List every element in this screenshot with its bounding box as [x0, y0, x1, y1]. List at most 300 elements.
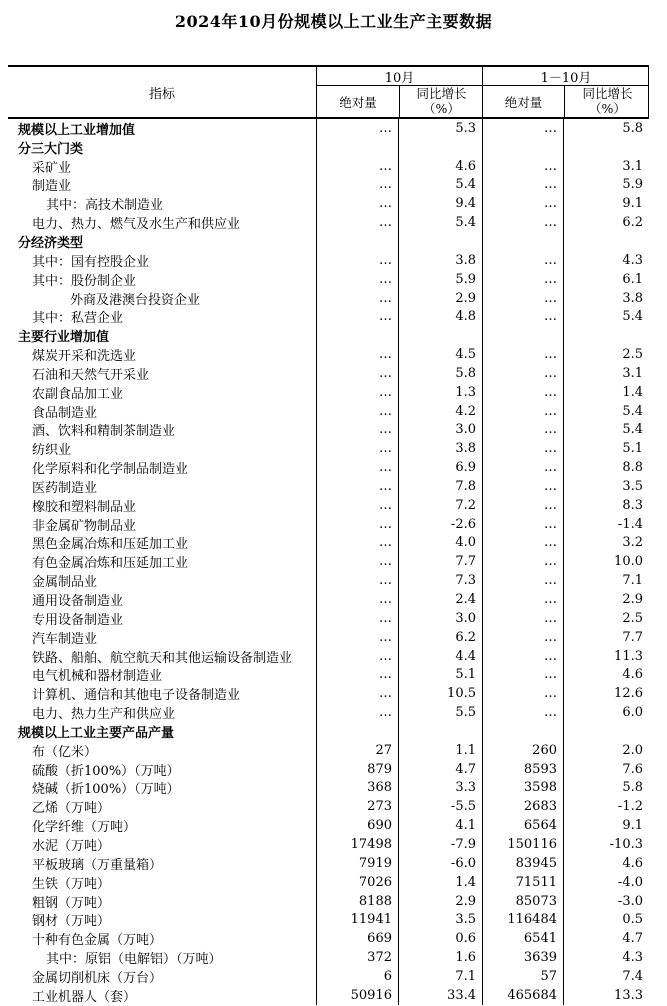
jan-oct-absolute-cell: … — [482, 383, 563, 402]
october-absolute-cell: … — [316, 270, 398, 289]
table-row — [8, 910, 649, 929]
indicator-cell: 电力、热力、燃气及水生产和供应业 — [32, 217, 241, 233]
indicator-cell: 专用设备制造业 — [32, 612, 124, 628]
october-absolute-cell: … — [316, 157, 398, 176]
industrial-data-table — [8, 65, 649, 1005]
jan-oct-yoy-cell — [563, 722, 649, 741]
jan-oct-absolute-cell: 8593 — [482, 760, 563, 779]
october-yoy-cell: 3.8 — [398, 251, 482, 270]
jan-oct-yoy-cell — [563, 326, 649, 345]
table-row — [8, 176, 649, 195]
october-absolute-cell: … — [316, 364, 398, 383]
jan-oct-absolute-cell: 3598 — [482, 779, 563, 798]
jan-oct-absolute-cell: 260 — [482, 741, 563, 760]
jan-oct-absolute-cell: … — [482, 496, 563, 515]
table-row — [8, 421, 649, 440]
header-jan-oct-yoy-line1: 同比增长 — [582, 86, 633, 102]
october-absolute-cell: … — [316, 647, 398, 666]
october-absolute-cell: … — [316, 176, 398, 195]
table-row — [8, 496, 649, 515]
jan-oct-yoy-cell: 5.8 — [563, 779, 649, 798]
table-row — [8, 289, 649, 308]
indicator-cell: 非金属矿物制品业 — [32, 518, 137, 534]
jan-oct-absolute-cell: … — [482, 213, 563, 232]
october-absolute-cell: … — [316, 496, 398, 515]
jan-oct-absolute-cell: … — [482, 628, 563, 647]
table-row — [8, 986, 649, 1005]
october-absolute-cell: 7919 — [316, 854, 398, 873]
indicator-cell: 电气机械和器材制造业 — [32, 669, 163, 685]
jan-oct-absolute-cell: … — [482, 703, 563, 722]
october-absolute-cell: 879 — [316, 760, 398, 779]
october-yoy-cell: 4.1 — [398, 816, 482, 835]
table-row — [8, 929, 649, 948]
indicator-cell: 其中：高技术制造业 — [46, 198, 164, 214]
october-yoy-cell — [398, 232, 482, 251]
jan-oct-absolute-cell: … — [482, 534, 563, 553]
indicator-cell: 采矿业 — [32, 160, 72, 176]
october-absolute-cell: … — [316, 213, 398, 232]
october-yoy-cell: 2.9 — [398, 289, 482, 308]
jan-oct-absolute-cell: 6541 — [482, 929, 563, 948]
header-october-subrow — [317, 86, 482, 117]
jan-oct-absolute-cell: … — [482, 251, 563, 270]
jan-oct-yoy-cell: -4.0 — [563, 873, 649, 892]
october-absolute-cell: … — [316, 515, 398, 534]
table-row — [8, 703, 649, 722]
jan-oct-yoy-cell: 9.1 — [563, 194, 649, 213]
october-absolute-cell: … — [316, 251, 398, 270]
indicator-cell: 通用设备制造业 — [32, 594, 124, 609]
october-absolute-cell: … — [316, 703, 398, 722]
jan-oct-absolute-cell: 465684 — [482, 986, 563, 1005]
header-october-yoy-line2: （%） — [423, 100, 460, 116]
jan-oct-absolute-cell: … — [482, 477, 563, 496]
table-row — [8, 816, 649, 835]
october-yoy-cell: 7.8 — [398, 477, 482, 496]
jan-oct-absolute-cell — [482, 722, 563, 741]
indicator-cell: 石油和天然气开采业 — [32, 367, 150, 383]
jan-oct-absolute-cell: … — [482, 515, 563, 534]
october-yoy-cell: 7.7 — [398, 552, 482, 571]
jan-oct-absolute-cell: 2683 — [482, 797, 563, 816]
jan-oct-absolute-cell: … — [482, 194, 563, 213]
jan-oct-yoy-cell: 7.1 — [563, 571, 649, 590]
october-absolute-cell: 372 — [316, 948, 398, 967]
indicator-cell: 外商及港澳台投资企业 — [70, 292, 201, 308]
october-absolute-cell: … — [316, 590, 398, 609]
indicator-cell: 金属切削机床（万台） — [32, 970, 163, 986]
october-absolute-cell: … — [316, 628, 398, 647]
october-yoy-cell: 1.1 — [398, 741, 482, 760]
october-absolute-cell: … — [316, 458, 398, 477]
jan-oct-yoy-cell: 2.9 — [563, 590, 649, 609]
october-yoy-cell: 5.5 — [398, 703, 482, 722]
table-row — [8, 307, 649, 326]
table-row — [8, 967, 649, 986]
indicator-cell: 酒、饮料和精制茶制造业 — [32, 424, 176, 440]
october-absolute-cell: 690 — [316, 816, 398, 835]
indicator-cell: 制造业 — [32, 179, 72, 195]
table-row — [8, 439, 649, 458]
table-row — [8, 138, 649, 157]
october-absolute-cell: … — [316, 289, 398, 308]
october-yoy-cell: -5.5 — [398, 797, 482, 816]
jan-oct-yoy-cell: 4.6 — [563, 665, 649, 684]
jan-oct-yoy-cell: 11.3 — [563, 647, 649, 666]
october-absolute-cell: … — [316, 552, 398, 571]
indicator-cell: 水泥（万吨） — [32, 838, 111, 854]
table-row — [8, 722, 649, 741]
table-row — [8, 779, 649, 798]
jan-oct-yoy-cell: 5.4 — [563, 307, 649, 326]
indicator-cell: 乙烯（万吨） — [32, 801, 111, 817]
october-absolute-cell — [316, 722, 398, 741]
jan-oct-yoy-cell: 4.3 — [563, 251, 649, 270]
indicator-cell: 平板玻璃（万重量箱） — [32, 857, 163, 873]
october-absolute-cell: 50916 — [316, 986, 398, 1005]
jan-oct-absolute-cell: 150116 — [482, 835, 563, 854]
indicator-cell: 硫酸（折100%）（万吨） — [32, 763, 180, 779]
jan-oct-yoy-cell: -1.2 — [563, 797, 649, 816]
october-yoy-cell: 5.9 — [398, 270, 482, 289]
jan-oct-yoy-cell: -1.4 — [563, 515, 649, 534]
jan-oct-absolute-cell: … — [482, 458, 563, 477]
indicator-cell: 工业机器人（套） — [32, 989, 137, 1005]
jan-oct-absolute-cell — [482, 326, 563, 345]
table-row — [8, 684, 649, 703]
indicator-cell: 医药制造业 — [32, 480, 98, 496]
october-yoy-cell: 7.3 — [398, 571, 482, 590]
table-row — [8, 835, 649, 854]
indicator-cell: 煤炭开采和洗选业 — [32, 349, 137, 364]
jan-oct-absolute-cell: 57 — [482, 967, 563, 986]
indicator-cell: 黑色金属冶炼和压延加工业 — [32, 537, 189, 553]
october-yoy-cell: 7.1 — [398, 967, 482, 986]
header-jan-oct-absolute: 绝对量 — [504, 94, 543, 110]
jan-oct-yoy-cell: 9.1 — [563, 816, 649, 835]
october-yoy-cell: 1.3 — [398, 383, 482, 402]
october-yoy-cell: 5.4 — [398, 176, 482, 195]
indicator-cell: 铁路、船舶、航空航天和其他运输设备制造业 — [32, 650, 293, 666]
jan-oct-absolute-cell — [482, 232, 563, 251]
october-yoy-cell — [398, 326, 482, 345]
october-absolute-cell: 27 — [316, 741, 398, 760]
jan-oct-absolute-cell — [482, 138, 563, 157]
jan-oct-yoy-cell: 6.2 — [563, 213, 649, 232]
october-yoy-cell: 3.0 — [398, 421, 482, 440]
october-yoy-cell: 5.4 — [398, 213, 482, 232]
october-yoy-cell: 4.6 — [398, 157, 482, 176]
october-yoy-cell: 7.2 — [398, 496, 482, 515]
table-row — [8, 232, 649, 251]
jan-oct-absolute-cell: … — [482, 176, 563, 195]
indicator-cell: 规模以上工业主要产品产量 — [18, 725, 175, 741]
october-yoy-cell: 6.9 — [398, 458, 482, 477]
october-yoy-cell: 3.0 — [398, 609, 482, 628]
october-yoy-cell: 33.4 — [398, 986, 482, 1005]
jan-oct-absolute-cell: … — [482, 552, 563, 571]
jan-oct-yoy-cell: 13.3 — [563, 986, 649, 1005]
header-jan-oct-label: 1－10月 — [483, 67, 649, 86]
table-body — [8, 119, 649, 1005]
table-row — [8, 157, 649, 176]
october-absolute-cell: … — [316, 194, 398, 213]
jan-oct-absolute-cell: … — [482, 439, 563, 458]
indicator-cell: 电力、热力生产和供应业 — [32, 707, 176, 722]
october-absolute-cell: 368 — [316, 779, 398, 798]
jan-oct-absolute-cell: … — [482, 609, 563, 628]
october-yoy-cell: 3.5 — [398, 910, 482, 929]
indicator-cell: 农副食品加工业 — [32, 386, 124, 402]
table-row — [8, 665, 649, 684]
jan-oct-yoy-cell: -10.3 — [563, 835, 649, 854]
jan-oct-yoy-cell: 6.0 — [563, 703, 649, 722]
jan-oct-absolute-cell: … — [482, 307, 563, 326]
table-row — [8, 119, 649, 138]
indicator-cell: 汽车制造业 — [32, 631, 98, 647]
october-absolute-cell — [316, 232, 398, 251]
october-yoy-cell: 4.8 — [398, 307, 482, 326]
header-indicator: 指标 — [148, 86, 175, 102]
jan-oct-absolute-cell: … — [482, 364, 563, 383]
table-row — [8, 194, 649, 213]
jan-oct-absolute-cell: 71511 — [482, 873, 563, 892]
table-header — [8, 65, 649, 119]
jan-oct-yoy-cell: 3.8 — [563, 289, 649, 308]
header-october-label: 10月 — [317, 67, 482, 86]
jan-oct-yoy-cell: 3.1 — [563, 157, 649, 176]
october-yoy-cell: -7.9 — [398, 835, 482, 854]
header-jan-oct-yoy — [564, 86, 650, 117]
jan-oct-yoy-cell: 4.7 — [563, 929, 649, 948]
jan-oct-yoy-cell: 7.4 — [563, 967, 649, 986]
indicator-cell: 纺织业 — [32, 443, 72, 459]
table-row — [8, 628, 649, 647]
october-absolute-cell: … — [316, 665, 398, 684]
table-row — [8, 892, 649, 911]
indicator-cell: 有色金属冶炼和压延加工业 — [32, 556, 189, 572]
jan-oct-absolute-cell: 83945 — [482, 854, 563, 873]
october-yoy-cell — [398, 722, 482, 741]
jan-oct-yoy-cell: 5.4 — [563, 402, 649, 421]
indicator-cell: 其中：私营企业 — [32, 311, 124, 327]
jan-oct-yoy-cell: -3.0 — [563, 892, 649, 911]
jan-oct-absolute-cell: 116484 — [482, 910, 563, 929]
table-row — [8, 854, 649, 873]
jan-oct-absolute-cell: … — [482, 590, 563, 609]
table-row — [8, 364, 649, 383]
indicator-cell: 粗钢（万吨） — [32, 895, 111, 911]
header-october-absolute: 绝对量 — [339, 94, 377, 110]
october-absolute-cell: … — [316, 609, 398, 628]
jan-oct-absolute-cell: … — [482, 647, 563, 666]
jan-oct-absolute-cell: 85073 — [482, 892, 563, 911]
october-yoy-cell: 6.2 — [398, 628, 482, 647]
table-row — [8, 760, 649, 779]
jan-oct-absolute-cell: … — [482, 684, 563, 703]
jan-oct-yoy-cell: 4.3 — [563, 948, 649, 967]
october-absolute-cell: … — [316, 307, 398, 326]
jan-oct-absolute-cell: … — [482, 157, 563, 176]
table-row — [8, 458, 649, 477]
jan-oct-yoy-cell: 6.1 — [563, 270, 649, 289]
indicator-cell: 计算机、通信和其他电子设备制造业 — [32, 688, 241, 704]
jan-oct-yoy-cell: 2.5 — [563, 609, 649, 628]
jan-oct-yoy-cell: 8.3 — [563, 496, 649, 515]
table-row — [8, 571, 649, 590]
jan-oct-yoy-cell: 3.5 — [563, 477, 649, 496]
october-absolute-cell: 669 — [316, 929, 398, 948]
october-yoy-cell: 3.8 — [398, 439, 482, 458]
table-row — [8, 534, 649, 553]
jan-oct-yoy-cell: 7.7 — [563, 628, 649, 647]
october-yoy-cell: -6.0 — [398, 854, 482, 873]
page-title: 2024年10月份规模以上工业生产主要数据 — [174, 12, 493, 31]
jan-oct-absolute-cell: … — [482, 270, 563, 289]
jan-oct-absolute-cell: … — [482, 421, 563, 440]
october-yoy-cell: 4.2 — [398, 402, 482, 421]
october-absolute-cell: … — [316, 571, 398, 590]
october-yoy-cell: 4.0 — [398, 534, 482, 553]
jan-oct-absolute-cell: … — [482, 402, 563, 421]
october-yoy-cell: 10.5 — [398, 684, 482, 703]
october-absolute-cell: 11941 — [316, 910, 398, 929]
table-row — [8, 213, 649, 232]
october-absolute-cell: 8188 — [316, 892, 398, 911]
indicator-cell: 其中：原铝（电解铝）（万吨） — [46, 952, 222, 967]
table-row — [8, 345, 649, 364]
october-absolute-cell: … — [316, 119, 398, 138]
october-yoy-cell: 2.4 — [398, 590, 482, 609]
october-absolute-cell: 6 — [316, 967, 398, 986]
header-jan-oct-subrow — [483, 86, 649, 117]
jan-oct-yoy-cell: 3.2 — [563, 534, 649, 553]
october-absolute-cell — [316, 138, 398, 157]
header-group-october — [316, 67, 482, 117]
october-yoy-cell: 5.3 — [398, 119, 482, 138]
indicator-cell: 分三大门类 — [18, 141, 84, 157]
october-yoy-cell: -2.6 — [398, 515, 482, 534]
jan-oct-yoy-cell: 3.1 — [563, 364, 649, 383]
october-yoy-cell: 5.8 — [398, 364, 482, 383]
indicator-cell: 主要行业增加值 — [18, 330, 110, 346]
indicator-cell: 十种有色金属（万吨） — [32, 933, 163, 949]
jan-oct-absolute-cell: … — [482, 571, 563, 590]
indicator-cell: 其中：国有控股企业 — [32, 254, 150, 270]
indicator-cell: 其中：股份制企业 — [32, 273, 137, 289]
october-absolute-cell: 7026 — [316, 873, 398, 892]
jan-oct-yoy-cell: 4.6 — [563, 854, 649, 873]
jan-oct-yoy-cell: 2.0 — [563, 741, 649, 760]
jan-oct-yoy-cell: 1.4 — [563, 383, 649, 402]
indicator-cell: 橡胶和塑料制品业 — [32, 499, 137, 515]
indicator-cell: 烧碱（折100%）（万吨） — [32, 782, 180, 798]
jan-oct-absolute-cell: … — [482, 119, 563, 138]
jan-oct-yoy-cell: 7.6 — [563, 760, 649, 779]
jan-oct-yoy-cell: 8.8 — [563, 458, 649, 477]
table-row — [8, 326, 649, 345]
indicator-cell: 化学原料和化学制品制造业 — [32, 462, 189, 478]
table-row — [8, 647, 649, 666]
header-october-yoy — [399, 86, 483, 117]
october-absolute-cell: 17498 — [316, 835, 398, 854]
jan-oct-yoy-cell: 12.6 — [563, 684, 649, 703]
jan-oct-yoy-cell: 5.4 — [563, 421, 649, 440]
october-absolute-cell: … — [316, 439, 398, 458]
october-absolute-cell: … — [316, 534, 398, 553]
jan-oct-yoy-cell: 5.8 — [563, 119, 649, 138]
indicator-cell: 规模以上工业增加值 — [18, 122, 136, 138]
jan-oct-absolute-cell: 3639 — [482, 948, 563, 967]
table-row — [8, 383, 649, 402]
table-row — [8, 270, 649, 289]
indicator-cell: 生铁（万吨） — [32, 876, 111, 892]
october-yoy-cell: 1.6 — [398, 948, 482, 967]
october-absolute-cell: … — [316, 477, 398, 496]
october-yoy-cell: 3.3 — [398, 779, 482, 798]
october-absolute-cell: … — [316, 345, 398, 364]
table-row — [8, 552, 649, 571]
indicator-cell: 钢材（万吨） — [32, 914, 111, 930]
indicator-cell: 金属制品业 — [32, 575, 98, 591]
jan-oct-yoy-cell: 10.0 — [563, 552, 649, 571]
october-yoy-cell — [398, 138, 482, 157]
october-absolute-cell: … — [316, 402, 398, 421]
october-yoy-cell: 2.9 — [398, 892, 482, 911]
jan-oct-yoy-cell — [563, 138, 649, 157]
header-october-yoy-line1: 同比增长 — [416, 86, 467, 102]
header-group-jan-oct — [482, 67, 649, 117]
october-yoy-cell: 5.1 — [398, 665, 482, 684]
table-row — [8, 741, 649, 760]
october-yoy-cell: 0.6 — [398, 929, 482, 948]
october-absolute-cell: … — [316, 684, 398, 703]
jan-oct-yoy-cell: 0.5 — [563, 910, 649, 929]
table-row — [8, 402, 649, 421]
october-absolute-cell: … — [316, 421, 398, 440]
table-row — [8, 797, 649, 816]
jan-oct-absolute-cell: … — [482, 665, 563, 684]
indicator-cell: 化学纤维（万吨） — [32, 820, 137, 836]
table-row — [8, 948, 649, 967]
october-absolute-cell: … — [316, 383, 398, 402]
table-row — [8, 251, 649, 270]
indicator-cell: 分经济类型 — [18, 235, 84, 251]
jan-oct-yoy-cell: 5.9 — [563, 176, 649, 195]
october-absolute-cell: 273 — [316, 797, 398, 816]
table-row — [8, 590, 649, 609]
table-row — [8, 873, 649, 892]
table-row — [8, 515, 649, 534]
jan-oct-yoy-cell: 5.1 — [563, 439, 649, 458]
october-yoy-cell: 1.4 — [398, 873, 482, 892]
jan-oct-yoy-cell: 2.5 — [563, 345, 649, 364]
indicator-cell: 布（亿米） — [32, 744, 98, 760]
header-jan-oct-yoy-line2: （%） — [589, 100, 626, 116]
october-yoy-cell: 4.4 — [398, 647, 482, 666]
jan-oct-yoy-cell — [563, 232, 649, 251]
october-yoy-cell: 4.5 — [398, 345, 482, 364]
indicator-cell: 食品制造业 — [32, 405, 98, 421]
october-absolute-cell — [316, 326, 398, 345]
jan-oct-absolute-cell: … — [482, 289, 563, 308]
october-yoy-cell: 9.4 — [398, 194, 482, 213]
table-row — [8, 477, 649, 496]
october-yoy-cell: 4.7 — [398, 760, 482, 779]
jan-oct-absolute-cell: 6564 — [482, 816, 563, 835]
table-row — [8, 609, 649, 628]
